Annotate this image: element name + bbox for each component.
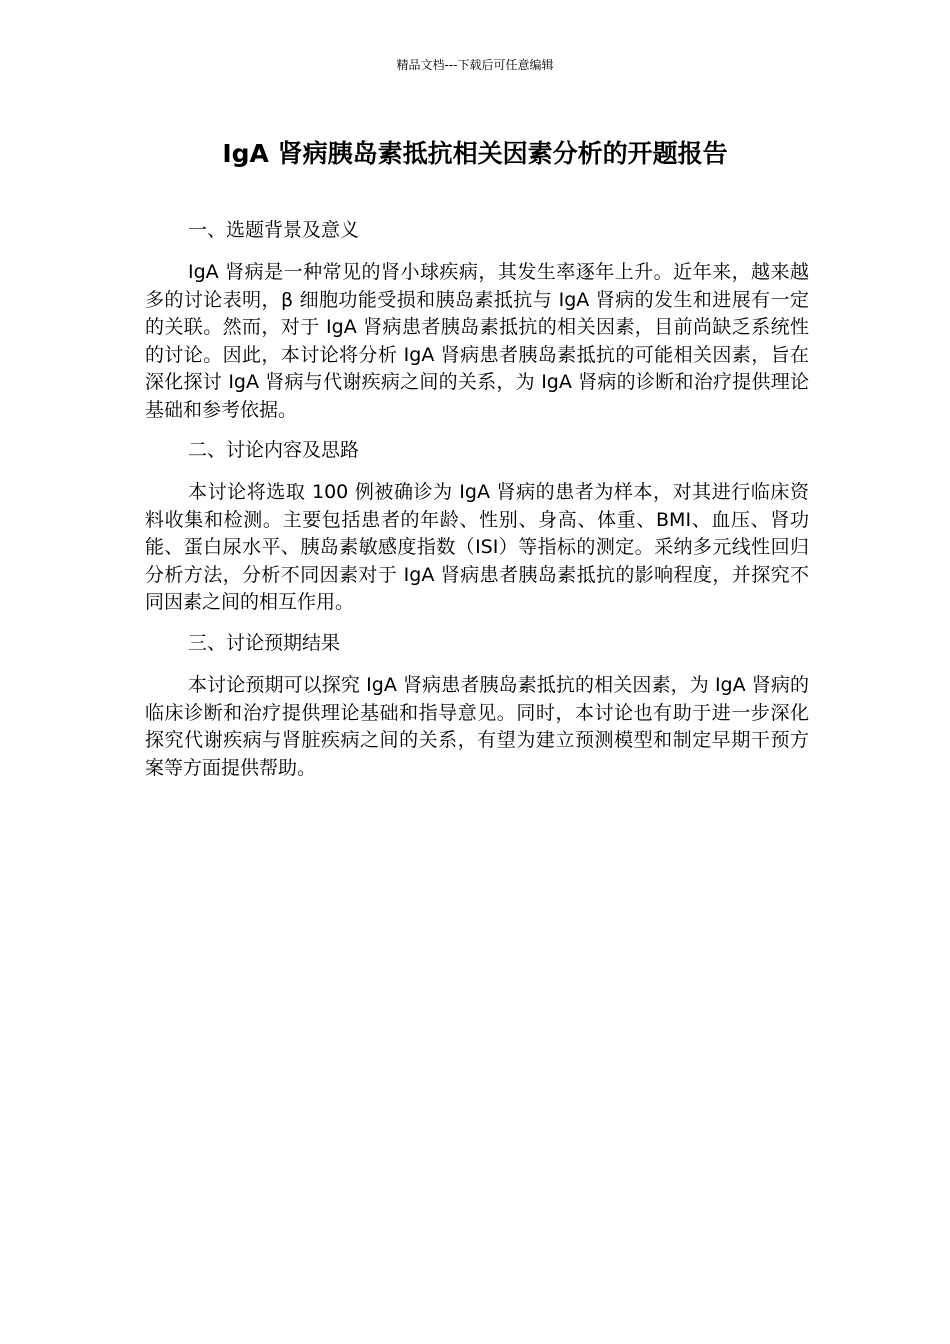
section-paragraph-1 [145,259,809,424]
section-paragraph-3 [145,672,809,782]
section-heading-2: 二、讨论内容及思路 [188,439,360,461]
section-paragraph-2 [145,479,809,617]
paragraph-text: 本讨论将选取 100 例被确诊为 IgA 肾病的患者为样本，对其进行临床资料收集和检测。主要包括患者的年龄、性别、身高、体重、BMI、血压、肾功能、蛋白尿水平、胰岛素敏感度指数（ISI）等指标的测定。采纳多元线性回归分析方法，分析不同因素对于 IgA 肾病患者胰岛素抵抗的影响程度，并探究不同因素之间的相互作用。 [145,481,809,613]
header-note: 精品文档---下载后可任意编辑 [396,58,554,72]
section-heading-3: 三、讨论预期结果 [188,632,341,654]
section-heading-1: 一、选题背景及意义 [188,219,360,241]
paragraph-text: IgA 肾病是一种常见的肾小球疾病，其发生率逐年上升。近年来，越来越多的讨论表明，β 细胞功能受损和胰岛素抵抗与 IgA 肾病的发生和进展有一定的关联。然而，对于 IgA 肾病患者胰岛素抵抗的相关因素，目前尚缺乏系统性的讨论。因此，本讨论将分析 IgA 肾病患者胰岛素抵抗的可能相关因素，旨在深化探讨 IgA 肾病与代谢疾病之间的关系，为 IgA 肾病的诊断和治疗提供理论基础和参考依据。 [145,261,809,421]
document-title: IgA 肾病胰岛素抵抗相关因素分析的开题报告 [222,139,728,168]
paragraph-text: 本讨论预期可以探究 IgA 肾病患者胰岛素抵抗的相关因素，为 IgA 肾病的临床诊断和治疗提供理论基础和指导意见。同时，本讨论也有助于进一步深化探究代谢疾病与肾脏疾病之间的关系，有望为建立预测模型和制定早期干预方案等方面提供帮助。 [145,674,809,779]
